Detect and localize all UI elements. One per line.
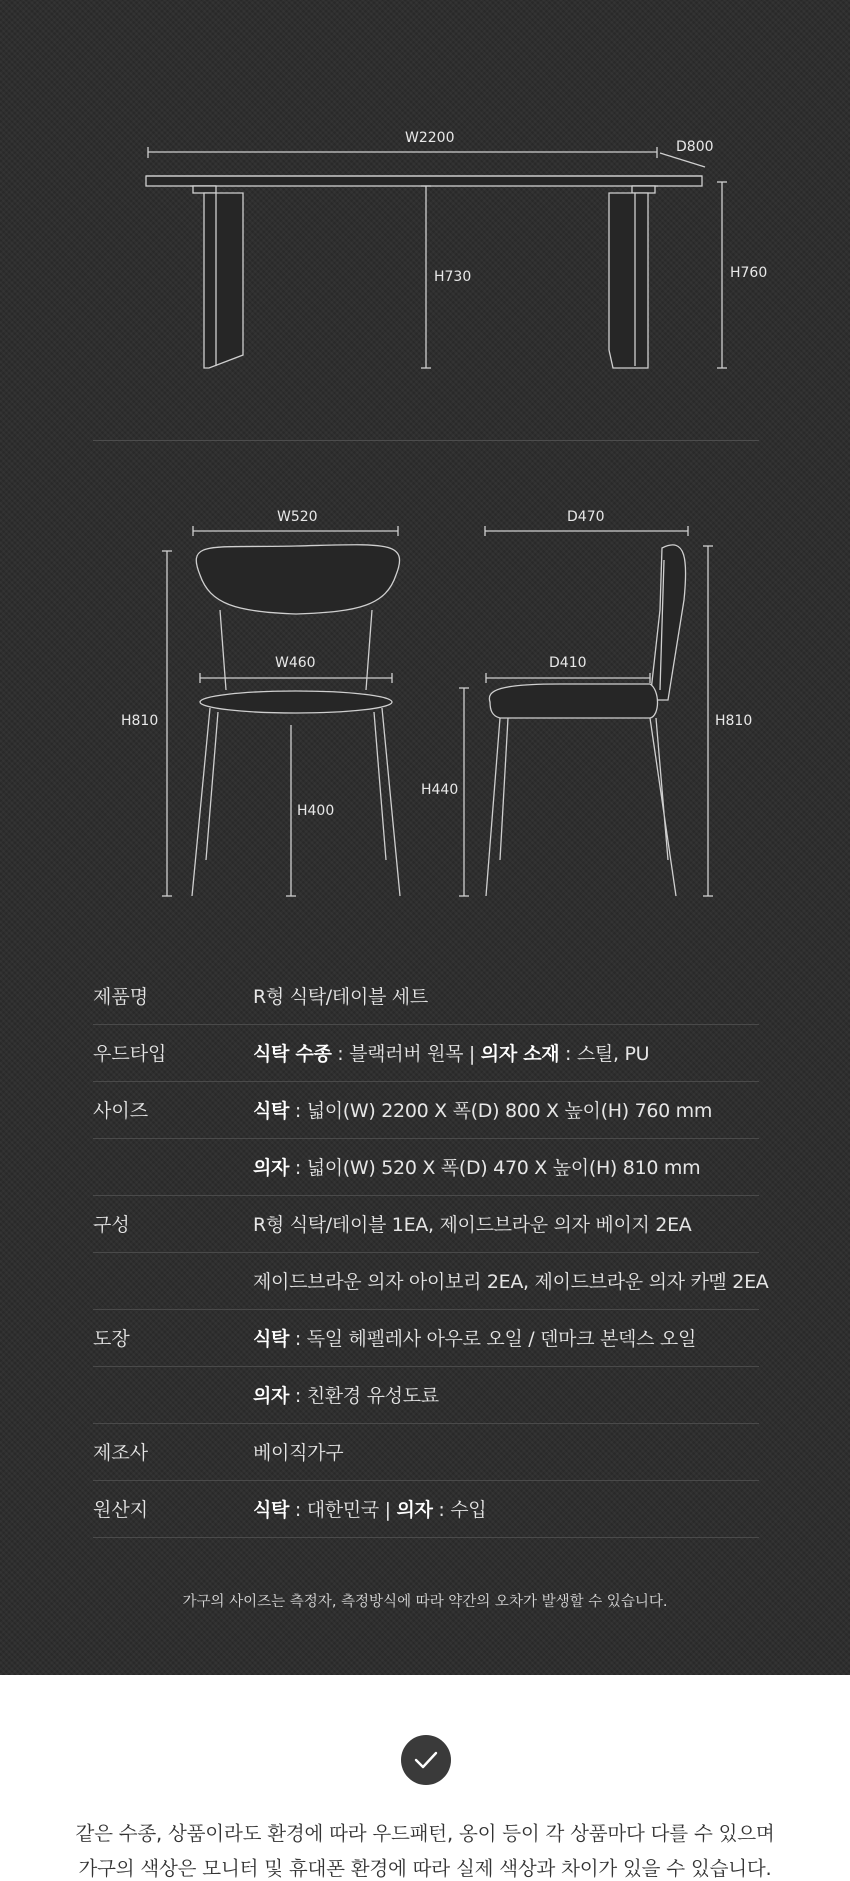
spec-value: 식탁 : 대한민국 | 의자 : 수입	[253, 1499, 487, 1521]
spec-value: 식탁 : 독일 헤펠레사 아우로 오일 / 덴마크 본덱스 오일	[253, 1328, 696, 1350]
drawing-divider	[93, 440, 759, 441]
chair-seat-depth-label: D410	[549, 655, 587, 671]
check-circle-icon	[401, 1735, 451, 1785]
spec-row	[93, 1367, 759, 1424]
spec-key: 제품명	[93, 986, 149, 1008]
chair-seat-width-label: W460	[275, 655, 316, 671]
table-width-label: W2200	[405, 130, 455, 146]
spec-value-bold: 의자 소재	[480, 1043, 560, 1065]
spec-value-bold: 식탁	[253, 1100, 290, 1122]
spec-value-bold: 의자	[396, 1499, 433, 1521]
spec-row	[93, 1253, 769, 1310]
spec-key: 사이즈	[93, 1100, 149, 1122]
spec-row	[93, 1139, 759, 1196]
spec-row	[93, 968, 759, 1025]
table-drawing	[146, 176, 702, 368]
chair-depth-label: D470	[567, 509, 605, 525]
chair-width-label: W520	[277, 509, 318, 525]
spec-value: 식탁 : 넓이(W) 2200 X 폭(D) 800 X 높이(H) 760 mm	[253, 1100, 713, 1122]
spec-value-bold: 의자	[253, 1385, 290, 1407]
spec-value: 식탁 수종 : 블랙러버 원목 | 의자 소재 : 스틸, PU	[253, 1043, 650, 1065]
spec-row	[93, 1310, 759, 1367]
chair-front-drawing	[192, 545, 400, 896]
spec-value: R형 식탁/테이블 세트	[253, 986, 428, 1008]
spec-row	[93, 1481, 759, 1538]
spec-value: 제이드브라운 의자 아이보리 2EA, 제이드브라운 의자 카멜 2EA	[253, 1271, 769, 1293]
table-leg-height-label: H730	[434, 269, 472, 285]
spec-key: 제조사	[93, 1442, 149, 1464]
spec-key: 구성	[93, 1214, 130, 1236]
spec-key: 원산지	[93, 1499, 149, 1521]
spec-value-bold: 식탁	[253, 1328, 290, 1350]
spec-value: R형 식탁/테이블 1EA, 제이드브라운 의자 베이지 2EA	[253, 1214, 692, 1236]
chair-height-right-label: H810	[715, 713, 753, 729]
chair-height-left-label: H810	[121, 713, 159, 729]
spec-value: 의자 : 친환경 유성도료	[253, 1385, 439, 1407]
spec-value-bold: 식탁	[253, 1499, 290, 1521]
spec-row	[93, 1424, 759, 1481]
chair-side-drawing	[486, 545, 686, 896]
bottom-note-line-1: 같은 수종, 상품이라도 환경에 따라 우드패턴, 옹이 등이 각 상품마다 다를 수 있으며	[75, 1822, 775, 1845]
spec-value-bold: 의자	[253, 1157, 290, 1179]
spec-row	[93, 1196, 759, 1253]
chair-seat-height-label: H400	[297, 803, 335, 819]
size-note: 가구의 사이즈는 측정자, 측정방식에 따라 약간의 오차가 발생할 수 있습니다.	[182, 1594, 668, 1610]
spec-value: 베이직가구	[253, 1442, 344, 1464]
spec-key: 도장	[93, 1328, 130, 1350]
table-height-label: H760	[730, 265, 768, 281]
table-depth-label: D800	[676, 139, 714, 155]
spec-value-bold: 식탁 수종	[253, 1043, 332, 1065]
spec-key: 우드타입	[93, 1043, 167, 1065]
spec-value: 의자 : 넓이(W) 520 X 폭(D) 470 X 높이(H) 810 mm	[253, 1157, 701, 1179]
bottom-note-line-2: 가구의 색상은 모니터 및 휴대폰 환경에 따라 실제 색상과 차이가 있을 수 있습니다.	[78, 1857, 772, 1880]
chair-seat-height-side-label: H440	[421, 782, 459, 798]
spec-row	[93, 1082, 759, 1139]
spec-row	[93, 1025, 759, 1082]
